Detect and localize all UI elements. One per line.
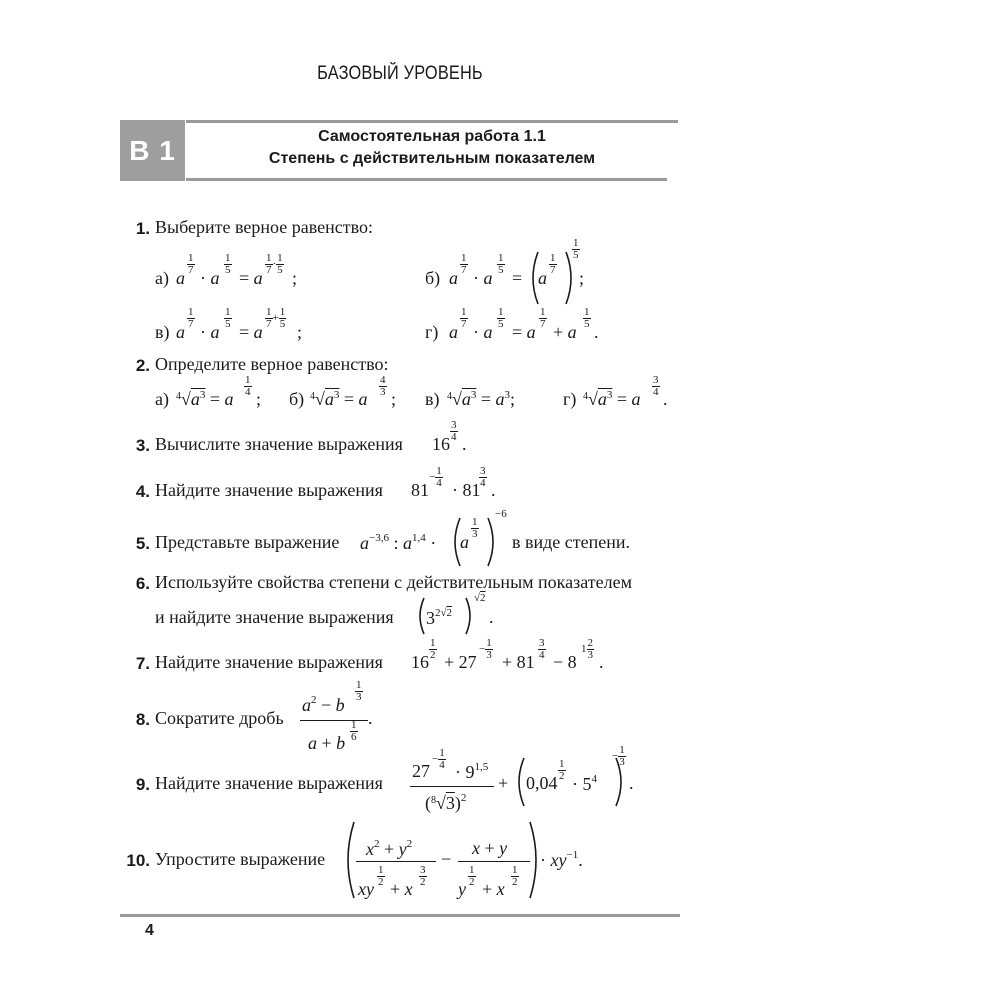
- task-number: 7.: [135, 654, 150, 673]
- formula: − $\frac{1}{4}$: [429, 465, 442, 489]
- formula: $\frac{1}{5}$: [225, 306, 231, 330]
- formula: − $\frac{1}{4}$: [432, 747, 445, 771]
- formula: .: [663, 389, 668, 409]
- formula: = a: [239, 322, 263, 342]
- formula: $a^{-3,6}$ : $a^{1,4}$ ·: [360, 532, 437, 553]
- formula: $\frac{1}{7}$: [550, 252, 556, 276]
- formula: −: [441, 849, 452, 869]
- formula: $\frac{3}{4}$: [451, 419, 457, 443]
- task-text: Сократите дробь: [155, 708, 284, 728]
- task-number: 3.: [135, 436, 150, 455]
- formula: 1 $\frac{2}{3}$: [581, 637, 593, 661]
- footer-rule: [120, 914, 680, 917]
- task-number: 1.: [135, 219, 150, 238]
- formula: $\frac{1}{3}$: [472, 516, 478, 540]
- fraction-bar: [356, 861, 436, 862]
- formula: $\frac{1}{7}$: [461, 306, 467, 330]
- formula: · a: [473, 268, 493, 288]
- work-title: Самостоятельная работа 1.1: [318, 128, 546, 145]
- formula: − $\frac{1}{3}$: [479, 637, 492, 661]
- formula: $3^{2√2}$: [426, 607, 453, 628]
- task-text: Определите верное равенство:: [155, 354, 389, 374]
- formula: a: [449, 268, 458, 288]
- formula: a: [176, 322, 185, 342]
- formula: $\frac{1}{2}$: [512, 864, 518, 888]
- formula: a: [460, 532, 469, 552]
- formula: = a: [512, 322, 536, 342]
- formula: .: [599, 652, 604, 672]
- formula: · 81: [452, 480, 481, 500]
- formula: + 81: [502, 652, 535, 672]
- formula: $\frac{1}{4}$: [245, 374, 251, 398]
- formula: .: [462, 434, 467, 454]
- formula: · $xy^{-1}$.: [540, 849, 583, 870]
- formula: $\frac{1}{5}$: [498, 252, 504, 276]
- formula: = a: [239, 268, 263, 288]
- task-text: в виде степени.: [512, 532, 631, 552]
- formula: + a: [553, 322, 577, 342]
- formula: · a: [200, 322, 220, 342]
- formula: $x^2 + y^2$: [366, 838, 413, 859]
- header-rule-top: [186, 120, 678, 123]
- formula: 16: [432, 434, 450, 454]
- formula: $\frac{1}{3}$: [356, 679, 362, 703]
- formula: xy: [358, 879, 374, 899]
- header-rule-bottom: [186, 178, 667, 181]
- formula: $a^2 - b$: [302, 694, 345, 715]
- formula: ;: [297, 322, 303, 342]
- task-number: 4.: [135, 482, 150, 501]
- formula: $\frac{1}{6}$: [351, 719, 357, 743]
- option-label: г): [563, 389, 577, 409]
- formula: + 27: [444, 652, 477, 672]
- formula: √2: [474, 592, 486, 604]
- formula: .: [594, 322, 599, 342]
- formula: $\frac{1}{5}$: [573, 237, 579, 261]
- formula: $\frac{1}{5}$: [584, 306, 590, 330]
- fraction-bar: [410, 786, 494, 787]
- formula: ;: [391, 389, 397, 409]
- task-text: Найдите значение выражения: [155, 480, 383, 500]
- option-label: в): [155, 322, 170, 342]
- task-text: Используйте свойства степени с действительным показателем: [155, 572, 632, 592]
- formula: $\frac{1}{7}$: [188, 252, 194, 276]
- section-level-heading: БАЗОВЫЙ УРОВЕНЬ: [317, 63, 483, 84]
- option-label: в): [425, 389, 440, 409]
- formula: .: [491, 480, 496, 500]
- formula: .: [368, 708, 373, 728]
- formula: $^4√a^3 = a$: [310, 389, 368, 409]
- task-text: Найдите значение выражения: [155, 652, 383, 672]
- formula: 16: [411, 652, 429, 672]
- formula: $\frac{1}{2}$: [378, 864, 384, 888]
- formula: $\frac{1}{7}$: [461, 252, 467, 276]
- formula: $\frac{1}{2}$: [469, 864, 475, 888]
- task-text: Вычислите значение выражения: [155, 434, 403, 454]
- formula: · a: [200, 268, 220, 288]
- formula: · $5^4$: [572, 773, 597, 794]
- formula: 81: [411, 480, 429, 500]
- task-text: Упростите выражение: [155, 849, 326, 869]
- formula: .: [489, 607, 494, 627]
- formula: $\frac{1}{7}$: [188, 306, 194, 330]
- formula: $\frac{1}{7}$ + $\frac{1}{5}$: [266, 306, 286, 330]
- task-text: Представьте выражение: [155, 532, 340, 552]
- variant-badge: В 1: [120, 120, 185, 181]
- formula: $\frac{1}{5}$: [225, 252, 231, 276]
- formula: · $9^{1,5}$: [455, 761, 489, 782]
- fraction-bar: [458, 861, 530, 862]
- fraction-bar: [300, 720, 368, 721]
- formula: −6: [495, 508, 507, 520]
- formula: a: [449, 322, 458, 342]
- formula: $^4√a^3 = a$: [583, 389, 641, 409]
- formula: 0,04: [526, 773, 558, 793]
- formula: $\frac{4}{3}$: [380, 374, 386, 398]
- formula: +: [498, 773, 509, 793]
- option-label: г): [425, 322, 439, 342]
- task-number: 10.: [126, 851, 150, 870]
- formula: − 8: [553, 652, 577, 672]
- formula: y: [458, 879, 466, 899]
- task-number: 2.: [135, 356, 150, 375]
- formula: a: [538, 268, 547, 288]
- option-label: а): [155, 268, 169, 288]
- formula: $\frac{3}{4}$: [539, 637, 545, 661]
- option-label: а): [155, 389, 169, 409]
- formula: · a: [473, 322, 493, 342]
- formula: $(^8√3)^2$: [425, 792, 467, 813]
- task-number: 8.: [135, 710, 150, 729]
- formula: $\frac{1}{2}$: [559, 758, 565, 782]
- task-number: 9.: [135, 775, 150, 794]
- task-text: Выберите верное равенство:: [155, 217, 373, 237]
- formula: + x: [482, 879, 505, 899]
- formula: a: [176, 268, 185, 288]
- formula: $\frac{3}{2}$: [420, 864, 426, 888]
- task-number: 6.: [135, 574, 150, 593]
- work-subtitle: Степень с действительным показателем: [268, 150, 596, 167]
- formula: + x: [390, 879, 413, 899]
- formula: $\frac{3}{4}$: [480, 465, 486, 489]
- formula: $^4√a^3 = a^3$;: [447, 389, 516, 409]
- formula: ;: [256, 389, 262, 409]
- task-text: Найдите значение выражения: [155, 773, 383, 793]
- formula: $\frac{1}{7}$ · $\frac{1}{5}$: [266, 252, 283, 276]
- formula: 27: [412, 761, 430, 781]
- task-number: 5.: [135, 534, 150, 553]
- formula: − $\frac{1}{3}$: [612, 744, 625, 768]
- formula: ;: [579, 268, 585, 288]
- formula: ;: [292, 268, 298, 288]
- formula: $\frac{1}{5}$: [498, 306, 504, 330]
- formula: .: [629, 773, 634, 793]
- formula: $\frac{1}{7}$: [540, 306, 546, 330]
- page-number: 4: [145, 922, 154, 939]
- option-label: б): [425, 268, 441, 288]
- formula: =: [512, 268, 523, 288]
- formula: $\frac{1}{2}$: [430, 637, 436, 661]
- formula: $\frac{3}{4}$: [653, 374, 659, 398]
- formula: $^4√a^3 = a$: [176, 389, 234, 409]
- formula: x + y: [472, 838, 508, 858]
- formula: a + b: [308, 733, 346, 753]
- option-label: б): [289, 389, 305, 409]
- task-text: и найдите значение выражения: [155, 607, 394, 627]
